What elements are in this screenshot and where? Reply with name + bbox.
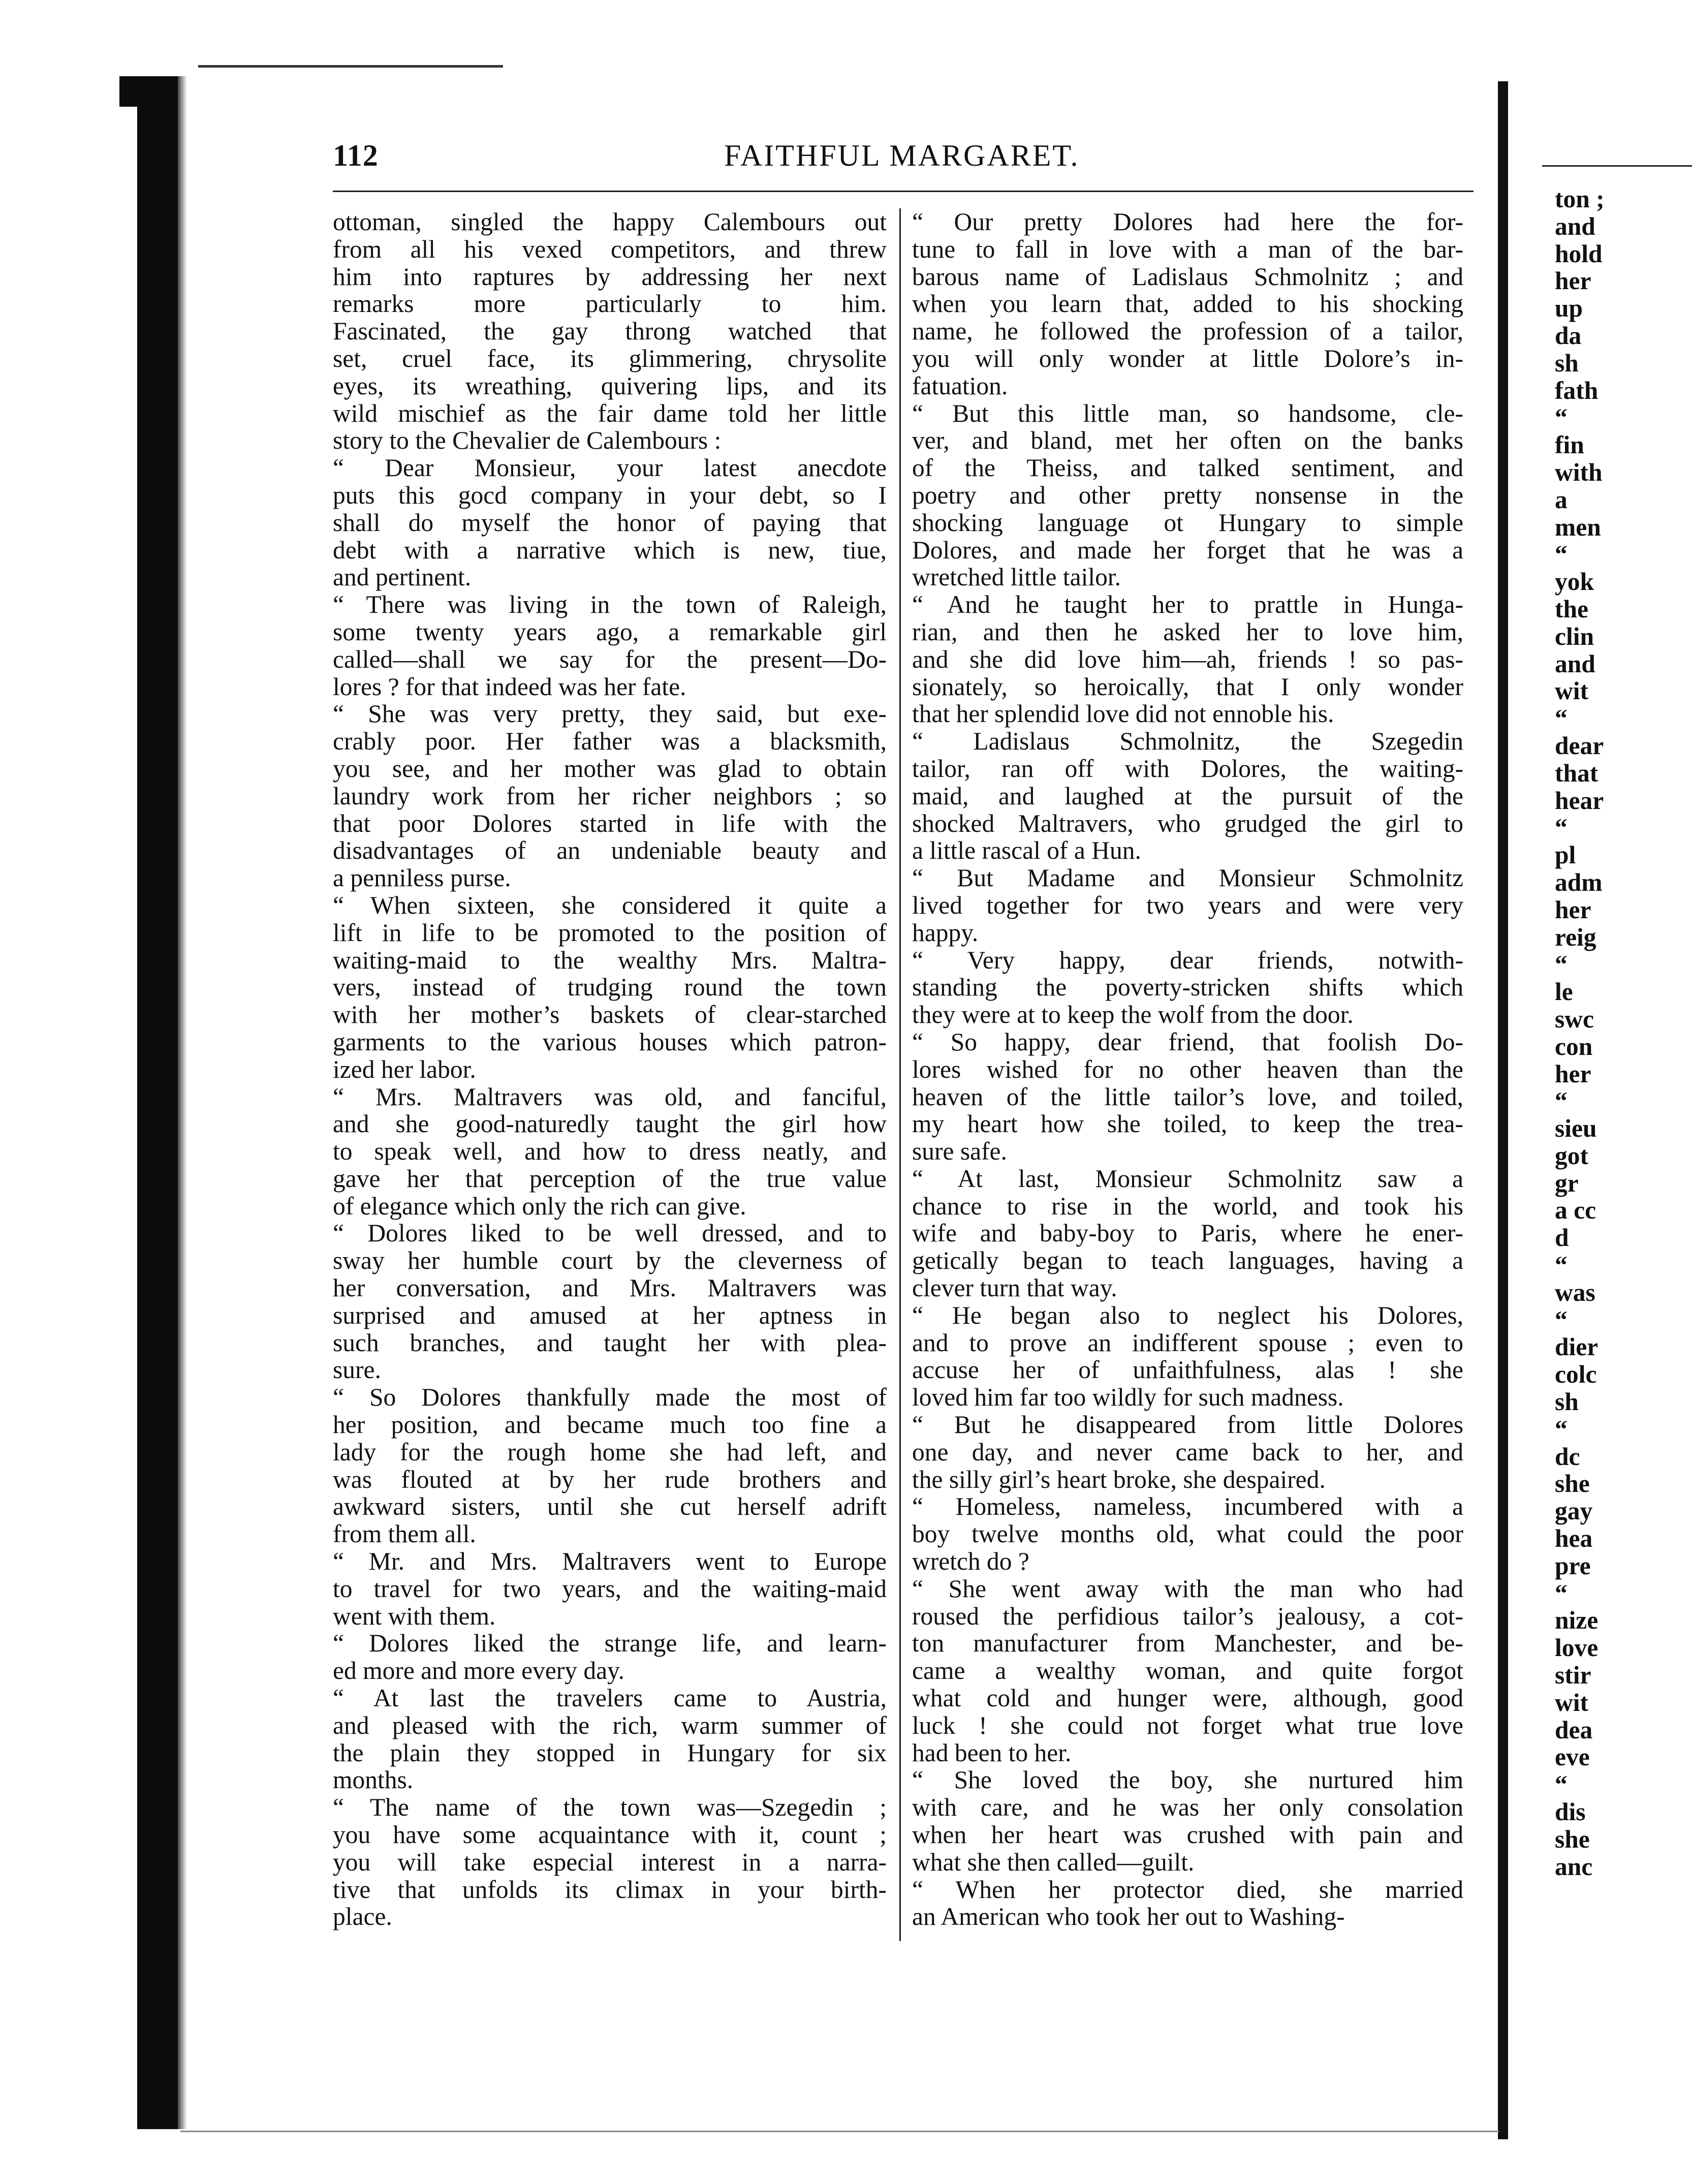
cropped-text-fragment: “ [1555,814,1568,842]
column-divider [899,208,901,1941]
text-line: and to prove an indifferent spouse ; even to [912,1328,1463,1357]
text-line: an American who took her out to Washing- [912,1902,1345,1931]
text-line: tune to fall in love with a man of the bar- [912,235,1463,263]
cropped-text-fragment: was [1555,1278,1595,1306]
cropped-text-fragment: dier [1555,1333,1599,1361]
cropped-text-fragment: she [1555,1470,1590,1498]
text-line: disadvantages of an undeniable beauty and [333,836,887,865]
cropped-text-fragment: her [1555,1059,1591,1088]
text-line: a little rascal of a Hun. [912,836,1141,865]
text-line: “ So Dolores thankfully made the most of [333,1383,887,1412]
text-line: you will take especial interest in a narra- [333,1848,887,1876]
cropped-text-fragment: hold [1555,239,1603,268]
text-line: place. [333,1902,392,1931]
text-line: wretched little tailor. [912,563,1121,591]
page-gutter-edge [1498,81,1508,2139]
cropped-text-fragment: yok [1555,568,1594,596]
text-line: “ Homeless, nameless, incumbered with a [912,1492,1463,1521]
text-line: “ At last the travelers came to Austria, [333,1684,887,1712]
text-line: “ Ladislaus Schmolnitz, the Szegedin [912,727,1463,756]
text-line: called—shall we say for the present—Do- [333,645,887,673]
text-line: you will only wonder at little Dolore’s in- [912,344,1463,372]
text-line: clever turn that way. [912,1274,1117,1302]
text-line: lores wished for no other heaven than the [912,1055,1463,1083]
cropped-text-fragment: le [1555,978,1573,1006]
text-line: roused the perfidious tailor’s jealousy, a cot- [912,1602,1463,1630]
text-line: “ But Madame and Monsieur Schmolnitz [912,864,1463,892]
text-line: getically began to teach languages, having a [912,1246,1463,1275]
text-line: and pertinent. [333,563,472,591]
text-line: barous name of Ladislaus Schmolnitz ; and [912,262,1463,291]
text-line: of the Theiss, and talked sentiment, and [912,454,1463,482]
text-line: “ Mr. and Mrs. Maltravers went to Europe [333,1547,887,1576]
text-line: of elegance which only the rich can give. [333,1192,746,1220]
text-line: “ So happy, dear friend, that foolish Do- [912,1027,1463,1056]
text-line: months. [333,1766,414,1794]
left-text-column [333,208,887,1930]
text-line: heaven of the little tailor’s love, and toiled, [912,1082,1463,1111]
text-line: “ When her protector died, she married [912,1875,1463,1904]
cropped-text-fragment: reig [1555,923,1596,951]
cropped-text-fragment: pre [1555,1551,1591,1580]
text-line: Dolores, and made her forget that he was a [912,536,1463,564]
text-line: sure. [333,1356,381,1384]
text-line: garments to the various houses which patron- [333,1027,887,1056]
cropped-text-fragment: men [1555,513,1601,541]
cropped-text-fragment: clin [1555,622,1594,650]
text-line: waiting-maid to the wealthy Mrs. Maltra- [333,946,887,974]
text-line: puts this gocd company in your debt, so I [333,481,887,509]
text-line: crably poor. Her father was a blacksmith, [333,727,887,756]
text-line: to travel for two years, and the waiting-maid [333,1574,887,1603]
text-line: ton manufacturer from Manchester, and be- [912,1629,1463,1658]
text-line: accuse her of unfaithfulness, alas ! she [912,1356,1463,1384]
text-line: “ Mrs. Maltravers was old, and fanciful, [333,1082,887,1111]
text-line: boy twelve months old, what could the poor [912,1520,1463,1548]
cropped-text-fragment: and [1555,212,1595,240]
text-line: “ Our pretty Dolores had here the for- [912,208,1463,236]
right-text-column [912,208,1463,1930]
cropped-text-fragment: sieu [1555,1114,1597,1143]
scan-top-edge [198,65,503,68]
cropped-text-fragment: “ [1555,540,1568,569]
text-line: that her splendid love did not ennoble his. [912,700,1334,728]
text-line: you see, and her mother was glad to obtain [333,754,887,783]
binding-shadow [137,76,178,2129]
cropped-text-fragment: d [1555,1224,1569,1252]
running-title: FAITHFUL MARGARET. [724,139,1080,172]
cropped-text-fragment: her [1555,895,1591,924]
text-line: set, cruel face, its glimmering, chrysolite [333,344,887,372]
text-line: lady for the rough home she had left, and [333,1438,887,1466]
cropped-text-fragment: nize [1555,1606,1599,1635]
text-line: shocking language ot Hungary to simple [912,508,1463,537]
cropped-text-fragment: and [1555,649,1595,678]
text-line: lived together for two years and were very [912,891,1463,919]
cropped-text-fragment: the [1555,595,1588,623]
text-line: rian, and then he asked her to love him, [912,617,1463,646]
cropped-text-fragment: “ [1555,1415,1568,1443]
cropped-text-fragment: swc [1555,1005,1594,1033]
text-line: my heart how she toiled, to keep the trea- [912,1110,1463,1138]
text-line: fatuation. [912,371,1008,400]
cropped-text-fragment: dea [1555,1715,1593,1744]
cropped-text-fragment: gay [1555,1497,1593,1525]
header-rule [333,191,1474,192]
text-line: came a wealthy woman, and quite forgot [912,1657,1463,1685]
text-line: “ She loved the boy, she nurtured him [912,1766,1463,1794]
text-line: ottoman, singled the happy Calembours out [333,208,887,236]
text-line: “ But this little man, so handsome, cle- [912,399,1463,427]
cropped-text-fragment: “ [1555,704,1568,733]
text-line: when her heart was crushed with pain and [912,1821,1463,1849]
cropped-text-fragment: ton ; [1555,185,1605,213]
cropped-text-fragment: colc [1555,1360,1597,1389]
text-line: ver, and bland, met her often on the banks [912,426,1463,455]
text-line: “ At last, Monsieur Schmolnitz saw a [912,1164,1463,1193]
text-line: with care, and he was her only consolation [912,1793,1463,1822]
text-line: and pleased with the rich, warm summer of [333,1711,887,1739]
text-line: you have some acquaintance with it, count ; [333,1821,887,1849]
text-line: “ He began also to neglect his Dolores, [912,1301,1463,1329]
text-line: shall do myself the honor of paying that [333,508,887,537]
text-line: wretch do ? [912,1547,1029,1576]
text-line: to speak well, and how to dress neatly, and [333,1137,887,1166]
text-line: luck ! she could not forget what true love [912,1711,1463,1739]
text-line: gave her that perception of the true value [333,1164,887,1193]
cropped-text-fragment: “ [1555,1770,1568,1799]
text-line: sure safe. [912,1137,1007,1166]
text-line: what cold and hunger were, although, good [912,1684,1463,1712]
text-line: ized her labor. [333,1055,476,1083]
text-line: chance to rise in the world, and took his [912,1192,1463,1220]
text-line: “ But he disappeared from little Dolores [912,1411,1463,1439]
text-line: loved him far too wildly for such madness. [912,1383,1344,1412]
binding-shadow-edge [178,76,187,2129]
text-line: the plain they stopped in Hungary for six [333,1738,887,1767]
text-line: her position, and became much too fine a [333,1411,887,1439]
text-line: “ She was very pretty, they said, but exe- [333,700,887,728]
cropped-text-fragment: stir [1555,1661,1591,1690]
cropped-text-fragment: wit [1555,677,1588,705]
text-line: and she did love him—ah, friends ! so pas- [912,645,1463,673]
text-line: lores ? for that indeed was her fate. [333,672,686,701]
cropped-text-fragment: gr [1555,1169,1579,1197]
text-line: “ She went away with the man who had [912,1574,1463,1603]
cropped-text-fragment: got [1555,1141,1588,1170]
cropped-text-fragment: “ [1555,1579,1568,1607]
cropped-text-fragment: up [1555,294,1583,323]
cropped-text-fragment: “ [1555,1251,1568,1280]
text-line: “ Very happy, dear friends, notwith- [912,946,1463,974]
text-line: standing the poverty-stricken shifts which [912,973,1463,1002]
cropped-text-fragment: fin [1555,431,1584,459]
cropped-text-fragment: she [1555,1825,1590,1853]
cropped-text-fragment: love [1555,1634,1599,1662]
text-line: “ The name of the town was—Szegedin ; [333,1793,887,1822]
text-line: when you learn that, added to his shocking [912,290,1463,318]
text-line: Fascinated, the gay throng watched that [333,317,887,346]
text-line: wild mischief as the fair dame told her little [333,399,887,427]
text-line: that poor Dolores started in life with the [333,809,887,837]
page-number: 112 [333,139,379,172]
text-line: debt with a narrative which is new, tiue, [333,536,887,564]
text-line: from them all. [333,1520,476,1548]
cropped-text-fragment: “ [1555,950,1568,979]
text-line: tailor, ran off with Dolores, the waiting- [912,754,1463,783]
text-line: and she good-naturedly taught the girl how [333,1110,887,1138]
cropped-text-fragment: dear [1555,731,1604,760]
cropped-text-fragment: a cc [1555,1196,1596,1225]
text-line: laundry work from her richer neighbors ; so [333,782,887,810]
text-line: “ And he taught her to prattle in Hunga- [912,590,1463,619]
text-line: shocked Maltravers, who grudged the girl to [912,809,1463,837]
text-line: the silly girl’s heart broke, she despaired. [912,1465,1326,1493]
text-line: from all his vexed competitors, and threw [333,235,887,263]
cropped-text-fragment: “ [1555,403,1568,432]
text-line: such branches, and taught her with plea- [333,1328,887,1357]
text-line: they were at to keep the wolf from the door. [912,1001,1354,1029]
text-line: wife and baby-boy to Paris, where he ener- [912,1219,1463,1247]
text-line: a penniless purse. [333,864,511,892]
text-line: lift in life to be promoted to the position of [333,918,887,947]
cropped-text-fragment: with [1555,458,1603,486]
cropped-text-fragment: hea [1555,1524,1593,1553]
cropped-text-fragment: sh [1555,1388,1579,1416]
text-line: remarks more particularly to him. [333,290,887,318]
text-line: one day, and never came back to her, and [912,1438,1463,1466]
text-line: “ Dolores liked the strange life, and learn- [333,1629,887,1658]
cropped-text-fragment: “ [1555,1305,1568,1334]
text-line: tive that unfolds its climax in your birth- [333,1875,887,1904]
text-line: her conversation, and Mrs. Maltravers was [333,1274,887,1302]
cropped-text-fragment: wit [1555,1688,1588,1717]
text-line: sway her humble court by the cleverness of [333,1246,887,1275]
cropped-text-fragment: eve [1555,1743,1590,1771]
adjacent-page-header-rule [1542,165,1692,167]
text-line: “ When sixteen, she considered it quite a [333,891,887,919]
adjacent-page-cropped-column [1555,185,1692,1880]
cropped-text-fragment: fath [1555,376,1599,404]
cropped-text-fragment: sh [1555,349,1579,377]
scan-bottom-edge [180,2131,1499,2132]
cropped-text-fragment: hear [1555,786,1604,815]
text-line: him into raptures by addressing her next [333,262,887,291]
text-line: “ Dolores liked to be well dressed, and to [333,1219,887,1247]
cropped-text-fragment: her [1555,267,1591,295]
text-line: “ There was living in the town of Raleigh, [333,590,887,619]
cropped-text-fragment: “ [1555,1087,1568,1115]
cropped-text-fragment: dc [1555,1442,1580,1471]
cropped-text-fragment: dis [1555,1798,1586,1826]
text-line: what she then called—guilt. [912,1848,1195,1876]
cropped-text-fragment: anc [1555,1852,1593,1881]
cropped-text-fragment: pl [1555,841,1576,869]
text-line: eyes, its wreathing, quivering lips, and its [333,371,887,400]
text-line: name, he followed the profession of a tailor, [912,317,1463,346]
text-line: ed more and more every day. [333,1657,625,1685]
text-line: “ Dear Monsieur, your latest anecdote [333,454,887,482]
cropped-text-fragment: adm [1555,868,1603,896]
text-line: sionately, so heroically, that I only wonder [912,672,1463,701]
text-line: was flouted at by her rude brothers and [333,1465,887,1493]
cropped-text-fragment: con [1555,1032,1593,1060]
text-line: surprised and amused at her aptness in [333,1301,887,1329]
cropped-text-fragment: a [1555,485,1568,514]
text-line: maid, and laughed at the pursuit of the [912,782,1463,810]
text-line: had been to her. [912,1738,1072,1767]
cropped-text-fragment: that [1555,759,1599,787]
text-line: poetry and other pretty nonsense in the [912,481,1463,509]
text-line: went with them. [333,1602,496,1630]
cropped-text-fragment: da [1555,321,1582,350]
text-line: some twenty years ago, a remarkable girl [333,617,887,646]
text-line: vers, instead of trudging round the town [333,973,887,1002]
text-line: awkward sisters, until she cut herself adrift [333,1492,887,1521]
text-line: happy. [912,918,979,947]
text-line: story to the Chevalier de Calembours : [333,426,722,455]
text-line: with her mother’s baskets of clear-starched [333,1001,887,1029]
